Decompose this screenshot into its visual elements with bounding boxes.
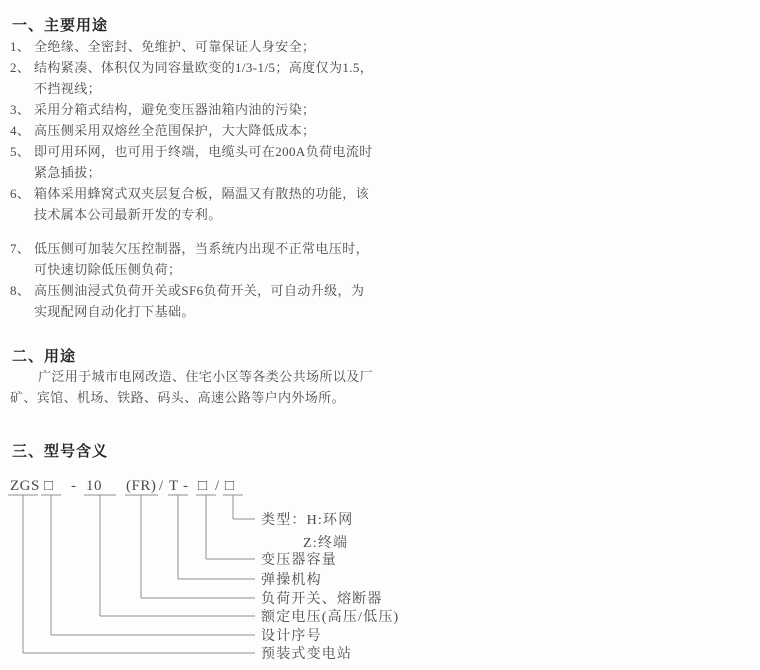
list-item [10, 280, 450, 322]
label-substation: 预装式变电站 [261, 647, 353, 662]
model-voltage-text: 10 [86, 478, 102, 494]
list-item-number: 1、 [10, 39, 31, 54]
list-item-text: 全绝缘、全密封、免维护、可靠保证人身安全； [34, 39, 316, 54]
list-item [10, 141, 450, 183]
list-item [10, 99, 450, 120]
section-main-uses-heading: 一、主要用途 [12, 17, 109, 34]
list-item-text: 箱体采用蜂窝式双夹层复合板，隔温又有散热的功能，该 [34, 186, 370, 201]
list-item-text: 结构紧凑、体积仅为同容量欧变的1/3-1/5；高度仅为1.5， [34, 60, 374, 75]
model-fr-text: (FR) [126, 478, 157, 494]
list-item-number: 7、 [10, 241, 31, 256]
list-item-text: 可快速切除低压侧负荷； [34, 262, 182, 277]
label-switch-fuse: 负荷开关、熔断器 [261, 592, 383, 607]
model-prefix-text: ZGS [10, 478, 40, 494]
list-item [10, 36, 450, 57]
label-capacity: 变压器容量 [261, 553, 337, 568]
label-rated-voltage: 额定电压(高压/低压) [261, 610, 400, 625]
model-t-text: T [169, 478, 179, 494]
list-item-text: 高压侧采用双熔丝全范围保护，大大降低成本； [34, 123, 316, 138]
model-designation-diagram [8, 470, 438, 668]
list-item-text: 技术属本公司最新开发的专利。 [34, 207, 222, 222]
model-slash1-text: / [159, 478, 164, 494]
label-type-line2: Z:终端 [303, 536, 349, 551]
list-item-text: 紧急插拔； [34, 165, 102, 180]
list-item-number: 4、 [10, 123, 31, 138]
list-item [10, 120, 450, 141]
model-dash2-text: - [183, 478, 189, 494]
list-item [10, 57, 450, 99]
usage-paragraph-line: 广泛用于城市电网改造、住宅小区等各类公共场所以及厂 [38, 369, 374, 384]
label-mechanism: 弹操机构 [261, 573, 322, 588]
model-dash1-text: - [71, 478, 77, 494]
list-item [10, 238, 450, 280]
list-item-text: 高压侧油浸式负荷开关或SF6负荷开关，可自动升级，为 [34, 283, 365, 298]
label-type-line1: 类型：H:环网 [261, 513, 354, 528]
model-box2-text: □ [198, 478, 208, 494]
label-design-serial: 设计序号 [261, 629, 322, 644]
list-item-text: 不挡视线； [34, 81, 102, 96]
section-usage-heading: 二、用途 [12, 348, 77, 365]
model-box1-text: □ [44, 478, 54, 494]
main-uses-list [10, 36, 450, 322]
model-box3-text: □ [225, 478, 235, 494]
list-item-number: 8、 [10, 283, 31, 298]
list-item-number: 6、 [10, 186, 31, 201]
list-item-text: 实现配网自动化打下基础。 [34, 304, 195, 319]
section-model-heading: 三、型号含义 [12, 443, 109, 460]
usage-paragraph [10, 366, 440, 408]
list-item-text: 即可用环网，也可用于终端，电缆头可在200A负荷电流时 [34, 144, 373, 159]
model-slash2-text: / [215, 478, 220, 494]
list-item [10, 183, 450, 225]
list-item-number: 5、 [10, 144, 31, 159]
list-item-number: 2、 [10, 60, 31, 75]
list-item-number: 3、 [10, 102, 31, 117]
list-item-text: 低压侧可加装欠压控制器，当系统内出现不正常电压时， [34, 241, 370, 256]
usage-paragraph-line: 矿、宾馆、机场、铁路、码头、高速公路等户内外场所。 [10, 390, 346, 405]
list-item-text: 采用分箱式结构，避免变压器油箱内油的污染； [34, 102, 316, 117]
